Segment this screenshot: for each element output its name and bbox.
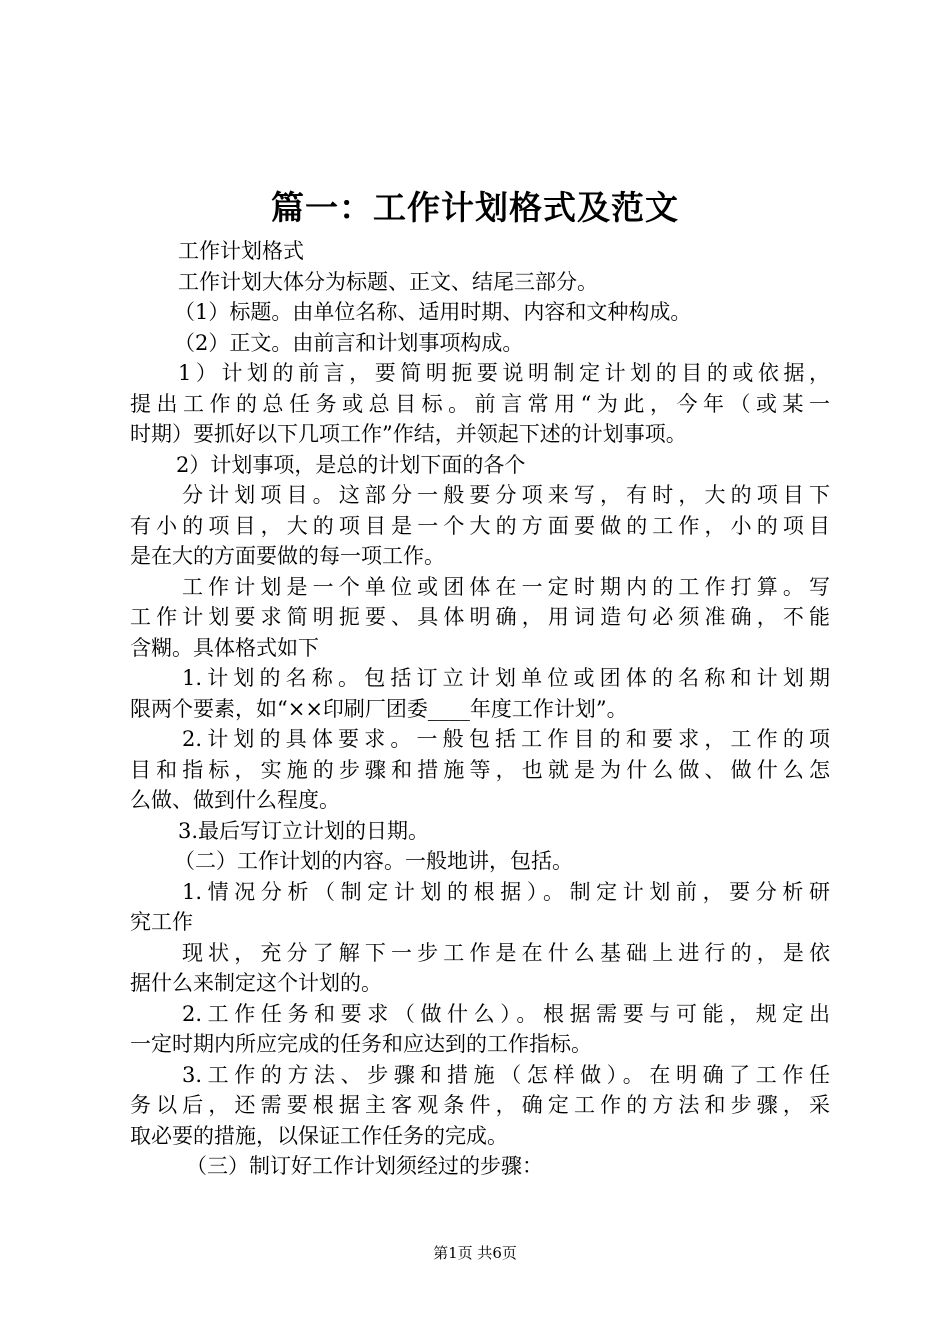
text-line: 现状，充分了解下一步工作是在什么基础上进行的，是依 — [182, 940, 830, 965]
text-line: 限两个要素，如“××印刷厂团委____年度工作计划”。 — [130, 696, 628, 721]
text-line: （二）工作计划的内容。一般地讲，包括。 — [174, 849, 573, 873]
text-line: 是在大的方面要做的每一项工作。 — [130, 544, 445, 568]
text-line: 2）计划事项，是总的计划下面的各个 — [176, 452, 526, 477]
text-line: （三）制订好工作计划须经过的步骤： — [186, 1154, 543, 1178]
text-line: 工作计划是一个单位或团体在一定时期内的工作打算。写 — [182, 574, 830, 599]
text-line: 务以后，还需要根据主客观条件，确定工作的方法和步骤，采 — [130, 1093, 830, 1117]
document-body — [130, 236, 830, 1182]
text-line: 工作计划格式 — [178, 239, 304, 263]
text-line: 1.计划的名称。包括订立计划单位或团体的名称和计划期 — [182, 666, 830, 690]
text-line: 2.工作任务和要求（做什么）。根据需要与可能，规定出 — [182, 1001, 830, 1026]
text-line: 工作计划大体分为标题、正文、结尾三部分。 — [178, 269, 598, 294]
text-line: 据什么来制定这个计划的。 — [130, 971, 382, 995]
text-line: 1.情况分析（制定计划的根据）。制定计划前，要分析研 — [182, 879, 830, 904]
text-line: 目和指标，实施的步骤和措施等，也就是为什么做、做什么怎 — [130, 757, 830, 782]
text-line: 究工作 — [130, 910, 193, 934]
text-line: 1）计划的前言，要简明扼要说明制定计划的目的或依据， — [178, 361, 830, 385]
page-footer: 第1页 共6页 — [433, 1244, 517, 1262]
text-line: （1）标题。由单位名称、适用时期、内容和文种构成。 — [174, 300, 692, 324]
text-line: 有小的项目，大的项目是一个大的方面要做的工作，小的项目 — [130, 513, 830, 538]
text-line: 一定时期内所应完成的任务和应达到的工作指标。 — [130, 1032, 592, 1056]
text-line: 3.工作的方法、步骤和措施（怎样做）。在明确了工作任 — [182, 1062, 830, 1087]
text-line: 么做、做到什么程度。 — [130, 788, 340, 812]
document-title: 篇一：工作计划格式及范文 — [271, 188, 679, 227]
text-line: （2）正文。由前言和计划事项构成。 — [174, 330, 524, 355]
text-line: 时期）要抓好以下几项工作”作结，并领起下述的计划事项。 — [130, 422, 687, 446]
text-line: 分计划项目。这部分一般要分项来写，有时，大的项目下 — [182, 483, 830, 507]
text-line: 取必要的措施，以保证工作任务的完成。 — [130, 1123, 508, 1148]
text-line: 工作计划要求简明扼要、具体明确，用词造句必须准确，不能 — [130, 605, 830, 629]
text-line: 提出工作的总任务或总目标。前言常用“为此，今年（或某一 — [130, 391, 830, 416]
text-line: 含糊。具体格式如下 — [130, 635, 319, 660]
text-line: 2.计划的具体要求。一般包括工作目的和要求，工作的项 — [182, 727, 830, 751]
text-line: 3.最后写订立计划的日期。 — [178, 818, 430, 843]
